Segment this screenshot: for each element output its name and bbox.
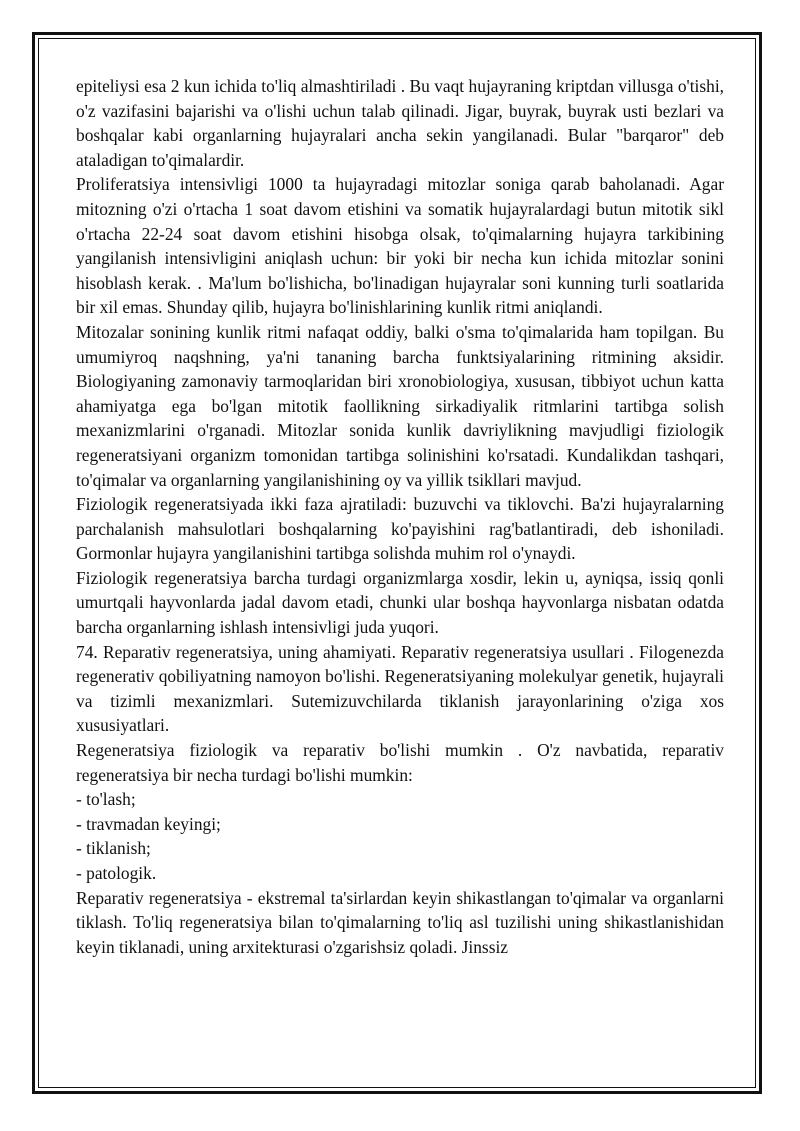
section-heading-paragraph: 74. Reparativ regeneratsiya, uning ahamiyati. Reparativ regeneratsiya usullari . Filogenezda regenerativ qobiliyatning namoyon bo'lishi. Regeneratsiyaning molekulyar genetik, hujayrali va tizimli mexanizmlari. Sutemizuvchilarda tiklanish jarayonlarining o'ziga xos xususiyatlari. <box>76 641 724 736</box>
paragraph-7: Regeneratsiya fiziologik va reparativ bo'lishi mumkin . O'z navbatida, reparativ regeneratsiya bir necha turdagi bo'lishi mumkin: <box>76 740 724 785</box>
final-paragraph: Reparativ regeneratsiya - ekstremal ta'sirlardan keyin shikastlangan to'qimalar va organlarni tiklash. To'liq regeneratsiya bilan to'qimalarning to'liq asl tuzilishi uning shikastlanishidan keyin tiklanadi, uning arxitekturasi o'zgarishsiz qoladi. Jinssiz <box>76 887 724 957</box>
paragraph-3: Mitozalar sonining kunlik ritmi nafaqat oddiy, balki o'sma to'qimalarida ham topilgan. Bu umumiyroq naqshning, ya'ni tananing barcha funktsiyalarining ritmining aksidir. Biologiyaning zamonaviy tarmoqlaridan biri xronobiologiya, xususan, tibbiyot uchun katta ahamiyatga ega bo'lgan mitotik faollikning sirkadiyalik ritmlarini tartibga solish mexanizmlarini o'rganadi. Mitozlar sonida kunlik davriylikning mavjudligi fiziologik regeneratsiyani organizm tomonidan tartibga solinishini ko'rsatadi. Kundalikdan tashqari, to'qimalar va organlarning yangilanishining oy va yillik tsikllari mavjud. <box>76 321 724 490</box>
list-item-4: - patologik. <box>76 863 157 883</box>
list-item-2: - travmadan keyingi; <box>76 813 221 834</box>
paragraph-1: epiteliysi esa 2 kun ichida to'liq almashtiriladi . Bu vaqt hujayraning kriptdan villusga o'tishi, o'z vazifasini bajarishi va o'lishi uchun talab qilinadi. Jigar, buyrak, buyrak usti bezlari va boshqalar kabi organlarning hujayralari ancha sekin yangilanadi. Bular "barqaror" deb ataladigan to'qimalardir. <box>76 76 724 170</box>
paragraph-5: Fiziologik regeneratsiya barcha turdagi organizmlarga xosdir, lekin u, ayniqsa, issiq qonli umurtqali hayvonlarda jadal davom etadi, chunki ular boshqa hayvonlarga nisbatan odatda barcha organlarning ishlash intensivligi juda yuqori. <box>76 567 724 638</box>
list-item-3: - tiklanish; <box>76 838 151 859</box>
document-body <box>76 74 724 959</box>
list-item-1: - to'lash; <box>76 789 136 810</box>
paragraph-2: Proliferatsiya intensivligi 1000 ta hujayradagi mitozlar soniga qarab baholanadi. Agar mitozning o'zi o'rtacha 1 soat davom etishini va somatik hujayralardagi butun mitotik sikl o'rtacha 22-24 soat davom etishini hisobga olsak, to'qimalarning hujayra tarkibining yangilanish intensivligini aniqlash uchun: bir yoki bir necha kun ichida mitozlar sonini hisoblash kerak. . Ma'lum bo'lishicha, bo'linadigan hujayralar soni kunning turli soatlarida bir xil emas. Shunday qilib, hujayra bo'linishlarining kunlik ritmi aniqlandi. <box>76 174 724 318</box>
paragraph-4: Fiziologik regeneratsiyada ikki faza ajratiladi: buzuvchi va tiklovchi. Ba'zi hujayralarning parchalanish mahsulotlari boshqalarning ko'payishini rag'batlantiradi, deb ishoniladi. Gormonlar hujayra yangilanishini tartibga solishda muhim rol o'ynaydi. <box>76 494 724 564</box>
